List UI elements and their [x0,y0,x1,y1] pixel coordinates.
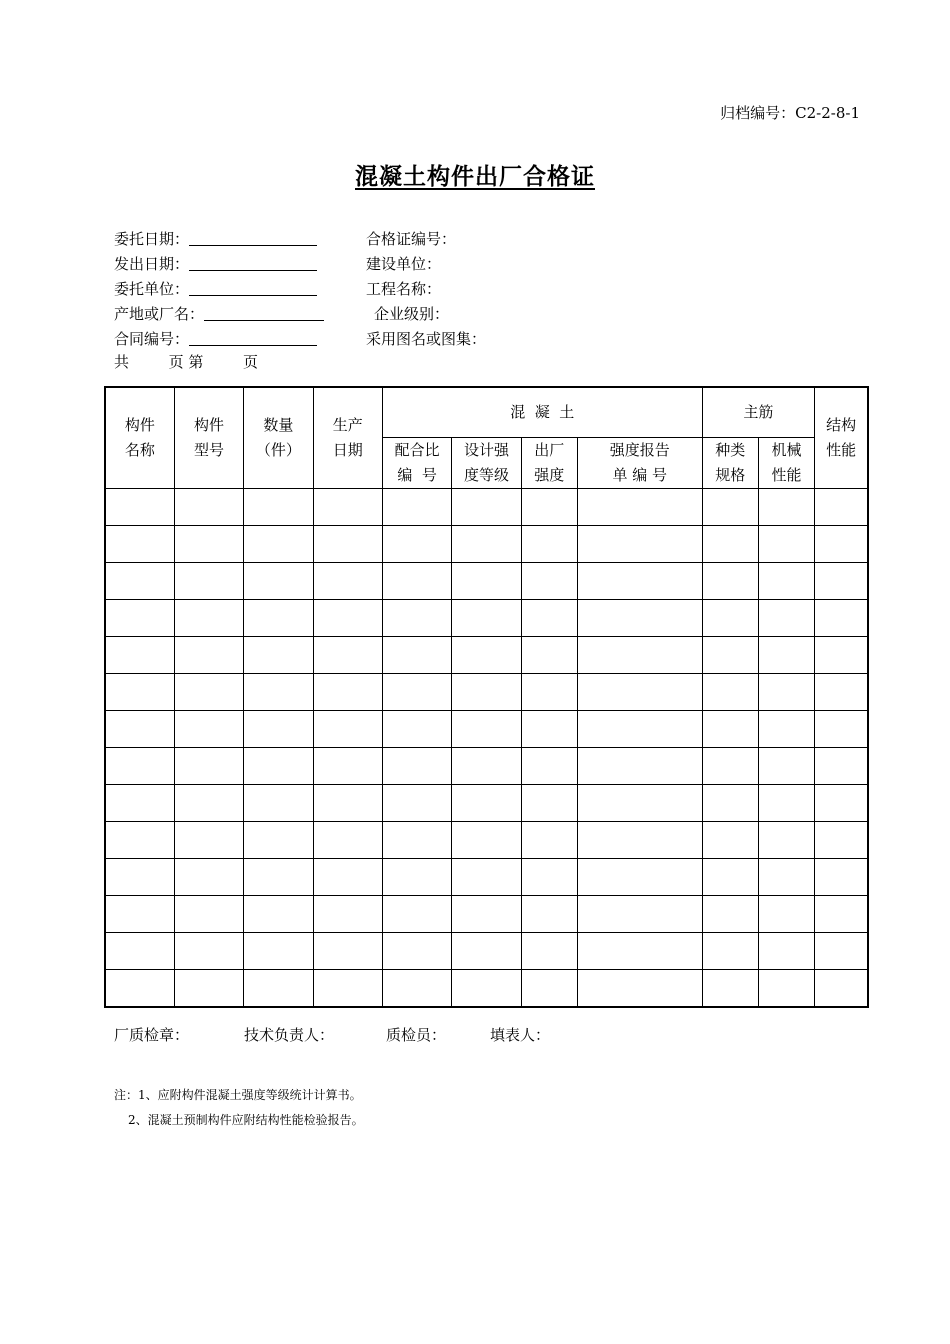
table-cell[interactable] [174,933,243,970]
table-cell[interactable] [244,489,313,526]
table-cell[interactable] [577,859,702,896]
table-cell[interactable] [758,859,814,896]
table-cell[interactable] [452,674,521,711]
table-row [105,933,868,970]
construction-unit-label: 建设单位： [366,255,442,273]
table-cell[interactable] [244,711,313,748]
table-cell[interactable] [521,526,577,563]
table-cell[interactable] [702,859,758,896]
header-structural-performance: 结构 性能 [815,387,868,489]
table-row [105,526,868,563]
table-cell[interactable] [313,859,382,896]
table-row [105,859,868,896]
inspector-label: 质检员： [386,1026,447,1044]
table-cell[interactable] [702,563,758,600]
table-cell[interactable] [313,896,382,933]
tech-lead-label: 技术负责人： [244,1026,335,1044]
table-cell[interactable] [174,822,243,859]
table-cell[interactable] [758,711,814,748]
table-cell[interactable] [815,637,868,674]
page-count [114,351,258,372]
table-cell[interactable] [105,711,174,748]
table-cell[interactable] [313,748,382,785]
table-cell[interactable] [382,933,451,970]
table-cell[interactable] [702,489,758,526]
table-cell[interactable] [244,563,313,600]
certificate-table [104,386,869,1008]
table-cell[interactable] [174,563,243,600]
table-cell[interactable] [105,563,174,600]
table-cell[interactable] [702,711,758,748]
factory-field [114,303,324,324]
table-cell[interactable] [815,563,868,600]
table-cell[interactable] [758,970,814,1008]
contract-no-blank[interactable] [189,331,317,346]
table-cell[interactable] [313,489,382,526]
table-cell[interactable] [815,859,868,896]
table-cell[interactable] [452,896,521,933]
drawing-atlas-label: 采用图名或图集： [366,330,487,348]
table-cell[interactable] [313,785,382,822]
table-cell[interactable] [758,822,814,859]
entrust-date-label: 委托日期： [114,230,190,248]
table-cell[interactable] [105,859,174,896]
table-cell[interactable] [105,785,174,822]
table-body [105,489,868,1008]
issue-date-field [114,253,317,274]
table-row [105,600,868,637]
note-2: 2、混凝土预制构件应附结构性能检验报告。 [128,1113,364,1127]
table-cell[interactable] [815,822,868,859]
table-cell[interactable] [382,896,451,933]
table-cell[interactable] [577,822,702,859]
table-cell[interactable] [452,933,521,970]
header-mix-number: 配合比 编 号 [382,438,451,489]
table-cell[interactable] [521,563,577,600]
table-cell[interactable] [382,859,451,896]
table-cell[interactable] [105,674,174,711]
table-cell[interactable] [174,859,243,896]
table-cell[interactable] [815,970,868,1008]
header-design-grade: 设计强 度等级 [452,438,521,489]
table-cell[interactable] [174,748,243,785]
table-cell[interactable] [577,600,702,637]
table-cell[interactable] [382,970,451,1008]
table-cell[interactable] [452,563,521,600]
table-cell[interactable] [521,970,577,1008]
table-cell[interactable] [174,970,243,1008]
contract-no-label: 合同编号： [114,330,190,348]
table-cell[interactable] [758,563,814,600]
table-cell[interactable] [452,970,521,1008]
table-cell[interactable] [702,822,758,859]
table-cell[interactable] [313,822,382,859]
filler-label: 填表人： [490,1026,551,1044]
table-cell[interactable] [382,822,451,859]
table-cell[interactable] [313,711,382,748]
table-cell[interactable] [174,896,243,933]
table-cell[interactable] [452,489,521,526]
table-cell[interactable] [452,859,521,896]
entrust-unit-label: 委托单位： [114,280,190,298]
table-cell[interactable] [758,637,814,674]
table-cell[interactable] [577,489,702,526]
table-cell[interactable] [313,933,382,970]
header-factory-strength: 出厂 强度 [521,438,577,489]
table-cell[interactable] [452,822,521,859]
table-row [105,489,868,526]
table-cell[interactable] [577,970,702,1008]
table-cell[interactable] [105,526,174,563]
note-1: 注：1、应附构件混凝土强度等级统计计算书。 [114,1088,362,1102]
table-cell[interactable] [758,785,814,822]
table-cell[interactable] [244,748,313,785]
table-cell[interactable] [105,896,174,933]
table-cell[interactable] [244,674,313,711]
header-rebar-group: 主筋 [702,387,815,438]
enterprise-level-label: 企业级别： [374,305,450,323]
table-cell[interactable] [758,674,814,711]
page-title [0,158,950,191]
factory-stamp-label: 厂质检章： [114,1026,190,1044]
entrust-date-field [114,228,317,249]
archive-number: 归档编号：C2-2-8-1 [720,104,860,122]
table-cell[interactable] [702,748,758,785]
table-row [105,711,868,748]
table-cell[interactable] [758,526,814,563]
table-cell[interactable] [313,674,382,711]
table-cell[interactable] [244,785,313,822]
table-cell[interactable] [815,600,868,637]
issue-date-blank[interactable] [189,256,317,271]
entrust-date-blank[interactable] [189,231,317,246]
table-cell[interactable] [313,563,382,600]
table-cell[interactable] [452,526,521,563]
table-cell[interactable] [702,896,758,933]
header-production-date: 生产 日期 [313,387,382,489]
table-cell[interactable] [382,674,451,711]
table-cell[interactable] [577,637,702,674]
table-cell[interactable] [702,970,758,1008]
table-cell[interactable] [577,933,702,970]
pages-nth-label: 第 [188,353,204,371]
table-cell[interactable] [521,637,577,674]
table-row [105,822,868,859]
table-cell[interactable] [382,563,451,600]
table-cell[interactable] [815,674,868,711]
table-cell[interactable] [702,933,758,970]
table-cell[interactable] [521,489,577,526]
table-row [105,748,868,785]
table-cell[interactable] [105,489,174,526]
table-row [105,674,868,711]
pages-page2-label: 页 [242,353,258,371]
pages-total-label: 共 [114,353,130,371]
table-cell[interactable] [244,600,313,637]
title-text: 混凝土构件出厂合格证 [355,164,595,190]
table-cell[interactable] [105,637,174,674]
pages-page-label: 页 [168,353,184,371]
table-cell[interactable] [521,711,577,748]
table-cell[interactable] [174,785,243,822]
table-cell[interactable] [244,970,313,1008]
header-mechanical-performance: 机械 性能 [758,438,814,489]
header-rebar-type: 种类 规格 [702,438,758,489]
table-cell[interactable] [452,711,521,748]
table-cell[interactable] [174,600,243,637]
table-cell[interactable] [382,489,451,526]
table-cell[interactable] [577,711,702,748]
table-cell[interactable] [521,748,577,785]
table-cell[interactable] [521,785,577,822]
table-cell[interactable] [244,526,313,563]
table-cell[interactable] [105,748,174,785]
table-cell[interactable] [105,970,174,1008]
table-cell[interactable] [174,489,243,526]
table-cell[interactable] [702,785,758,822]
table-cell[interactable] [174,526,243,563]
table-cell[interactable] [313,637,382,674]
table-cell[interactable] [758,896,814,933]
table-cell[interactable] [815,896,868,933]
table-cell[interactable] [313,600,382,637]
table-row [105,785,868,822]
header-report-number: 强度报告 单 编 号 [577,438,702,489]
table-cell[interactable] [452,748,521,785]
table-cell[interactable] [577,785,702,822]
table-cell[interactable] [815,489,868,526]
table-cell[interactable] [313,526,382,563]
table-cell[interactable] [758,933,814,970]
table-cell[interactable] [244,637,313,674]
header-concrete-group: 混 凝 土 [382,387,702,438]
table-row [105,970,868,1008]
header-row-top [105,387,868,438]
table-cell[interactable] [382,600,451,637]
table-cell[interactable] [815,526,868,563]
table-row [105,563,868,600]
issue-date-label: 发出日期： [114,255,190,273]
table-cell[interactable] [758,489,814,526]
cert-no-label: 合格证编号： [366,230,457,248]
entrust-unit-blank[interactable] [189,281,317,296]
table-cell[interactable] [313,970,382,1008]
table-cell[interactable] [105,933,174,970]
table-cell[interactable] [577,526,702,563]
table-cell[interactable] [577,674,702,711]
table-cell[interactable] [382,748,451,785]
contract-no-field [114,328,317,349]
table-cell[interactable] [758,748,814,785]
table-cell[interactable] [244,896,313,933]
table-cell[interactable] [521,933,577,970]
table-cell[interactable] [452,785,521,822]
table-cell[interactable] [815,785,868,822]
table-cell[interactable] [521,822,577,859]
table-cell[interactable] [758,600,814,637]
table-cell[interactable] [174,637,243,674]
table-cell[interactable] [244,859,313,896]
table-cell[interactable] [702,674,758,711]
table-cell[interactable] [521,896,577,933]
table-cell[interactable] [105,600,174,637]
table-cell[interactable] [244,822,313,859]
table-cell[interactable] [815,933,868,970]
header-quantity: 数量 （件） [244,387,313,489]
table-cell[interactable] [382,785,451,822]
table-cell[interactable] [382,711,451,748]
table-cell[interactable] [577,896,702,933]
table-cell[interactable] [702,600,758,637]
table-cell[interactable] [382,637,451,674]
table-cell[interactable] [702,526,758,563]
table-cell[interactable] [382,526,451,563]
project-name-label: 工程名称： [366,280,442,298]
table-cell[interactable] [105,822,174,859]
factory-label: 产地或厂名： [114,305,205,323]
table-cell[interactable] [815,748,868,785]
table-cell[interactable] [577,748,702,785]
header-component-model: 构件 型号 [174,387,243,489]
table-cell[interactable] [521,859,577,896]
header-component-name: 构件 名称 [105,387,174,489]
table-cell[interactable] [174,711,243,748]
table-cell[interactable] [521,674,577,711]
table-cell[interactable] [702,637,758,674]
table-cell[interactable] [577,563,702,600]
table-cell[interactable] [244,933,313,970]
factory-blank[interactable] [204,306,324,321]
table-cell[interactable] [452,637,521,674]
table-row [105,637,868,674]
table-cell[interactable] [452,600,521,637]
table-row [105,896,868,933]
table-cell[interactable] [815,711,868,748]
table-cell[interactable] [174,674,243,711]
table-cell[interactable] [521,600,577,637]
entrust-unit-field [114,278,317,299]
